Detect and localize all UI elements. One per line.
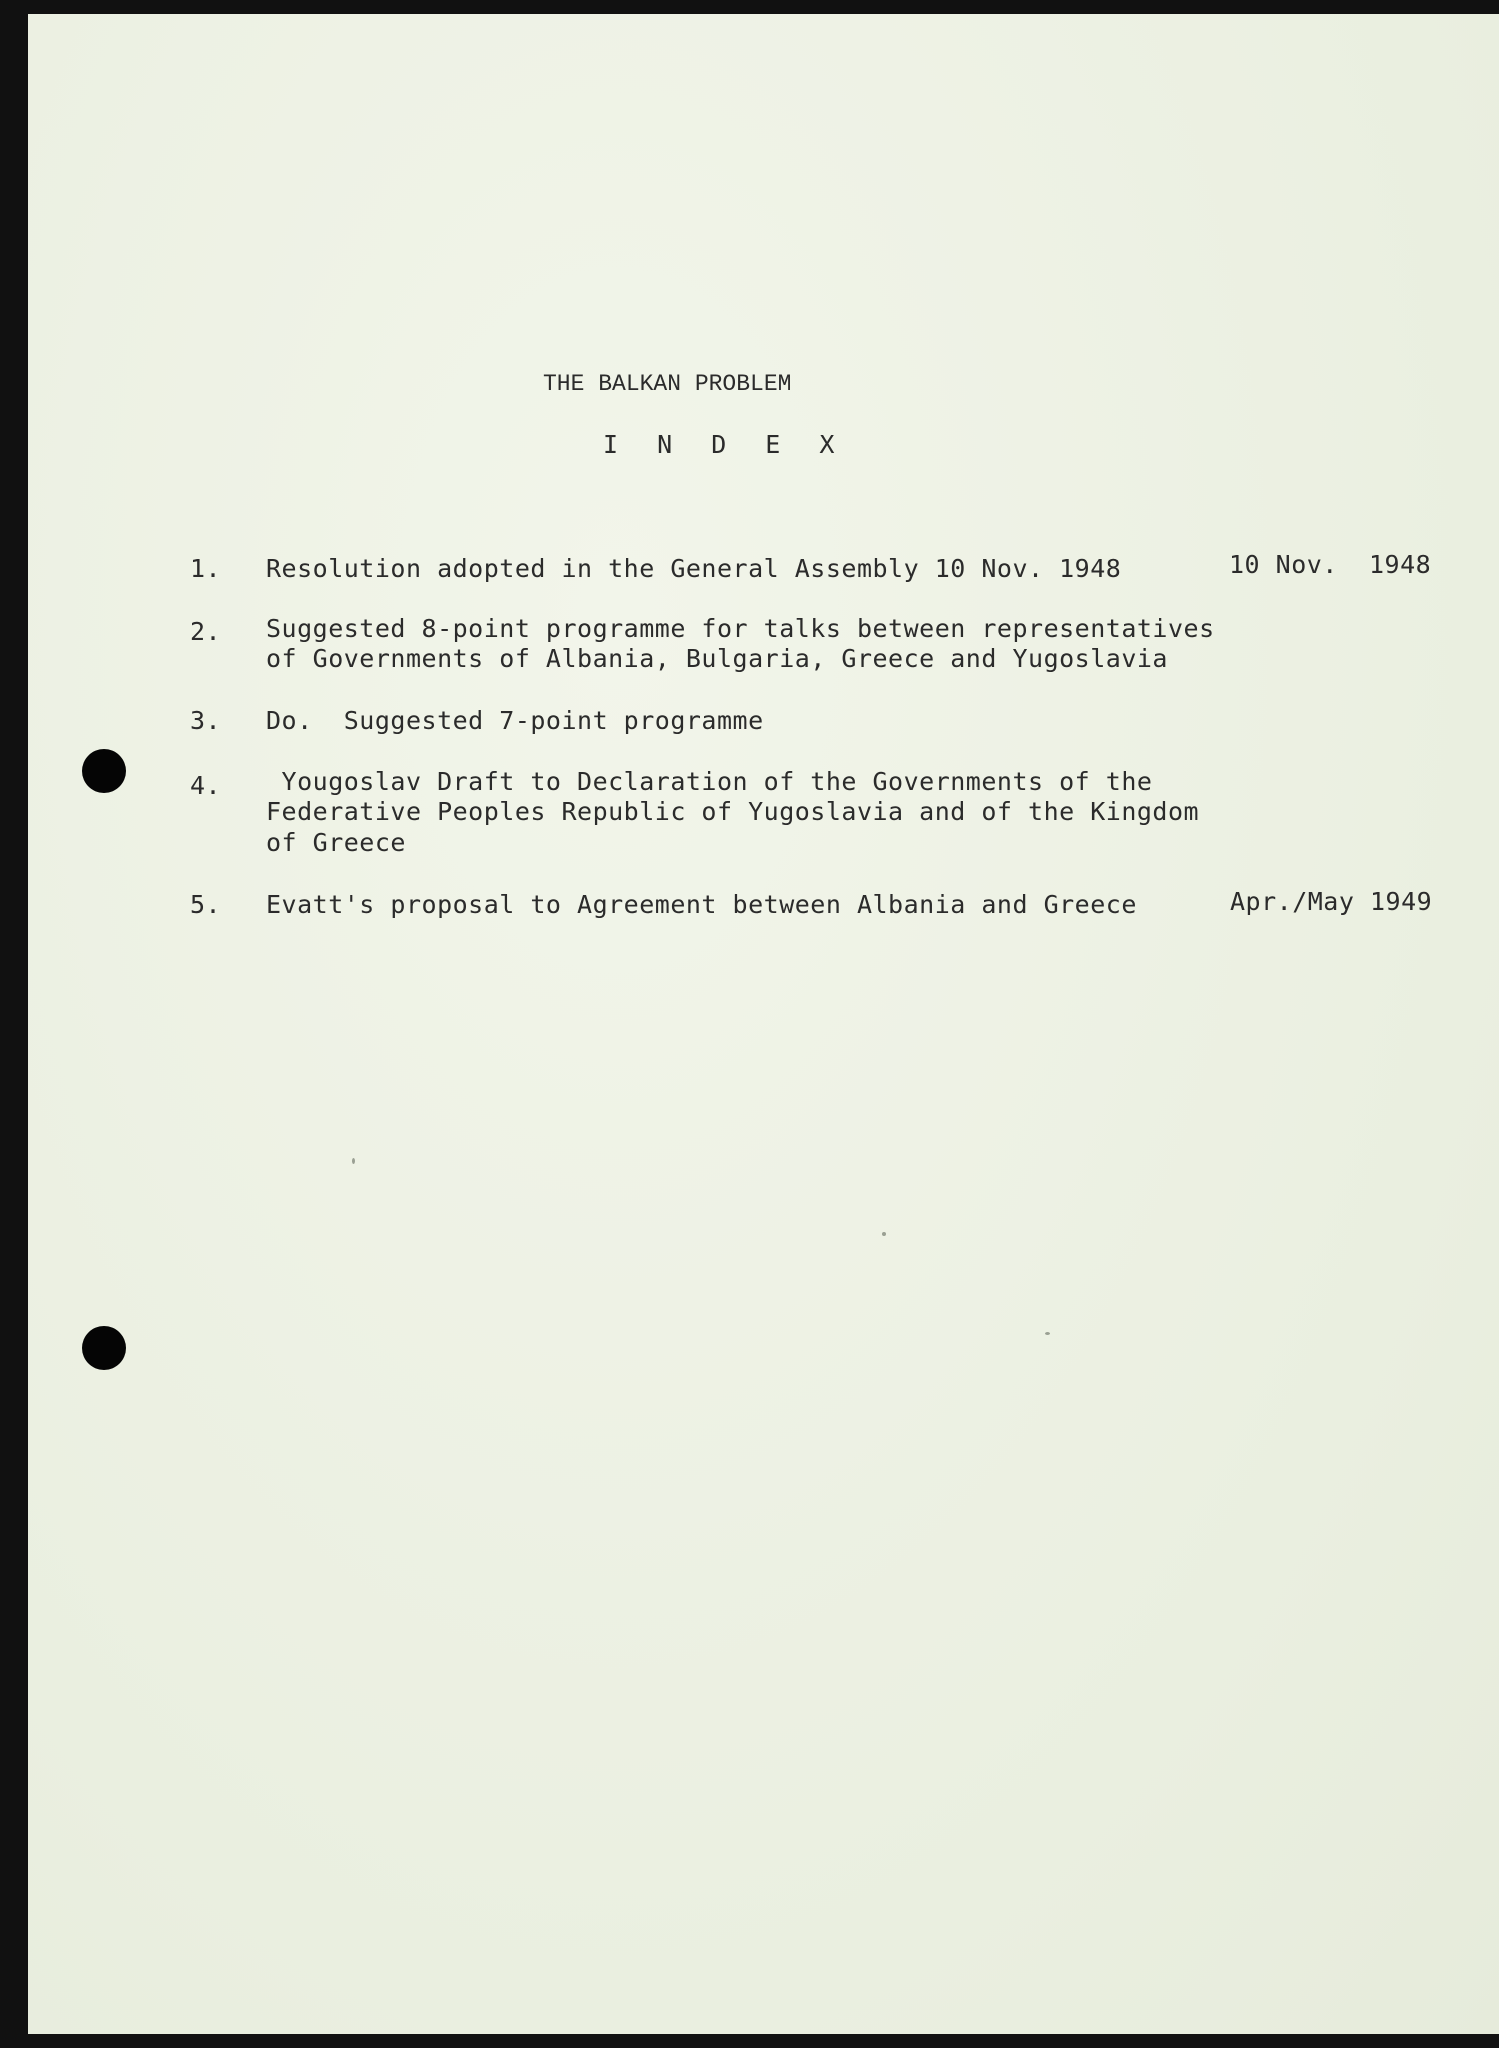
entry-number: 5. (190, 890, 222, 919)
entry-text-line: of Greece (266, 828, 406, 857)
entry-text-line: Resolution adopted in the General Assembly 10 Nov. 1948 (266, 554, 1122, 583)
paper-speck (882, 1232, 886, 1236)
entry-text-line: Yougoslav Draft to Declaration of the Governments of the (266, 767, 1153, 796)
entry-date: Apr./May 1949 (1230, 887, 1433, 916)
entry-number: 1. (190, 554, 222, 583)
entry-text-line: Do. Suggested 7-point programme (266, 706, 764, 735)
index-heading: I N D E X (603, 430, 847, 459)
document-page (28, 14, 1499, 2034)
entry-number: 2. (190, 617, 222, 646)
entry-text-line: Federative Peoples Republic of Yugoslavia and of the Kingdom (266, 797, 1200, 826)
paper-speck (1045, 1332, 1050, 1335)
entry-number: 4. (190, 771, 222, 800)
entry-text-line: Suggested 8-point programme for talks between representatives (266, 614, 1215, 643)
punch-hole-bottom (82, 1326, 126, 1370)
entry-number: 3. (190, 706, 222, 735)
document-title: THE BALKAN PROBLEM (543, 371, 792, 397)
entry-text-line: of Governments of Albania, Bulgaria, Greece and Yugoslavia (266, 644, 1168, 673)
punch-hole-top (82, 749, 126, 793)
paper-speck (352, 1158, 355, 1164)
entry-text-line: Evatt's proposal to Agreement between Albania and Greece (266, 890, 1137, 919)
entry-date: 10 Nov. 1948 (1229, 550, 1432, 579)
